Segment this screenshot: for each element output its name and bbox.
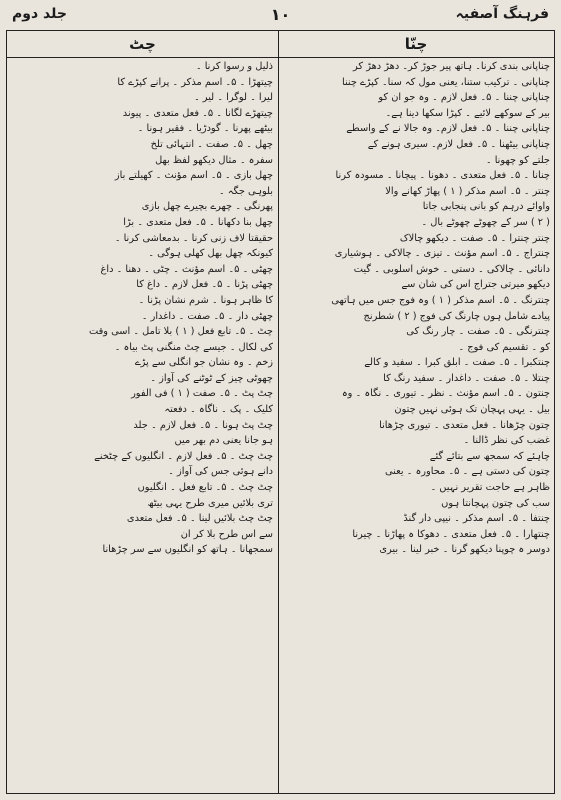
entry-line: چنتون ۔ ۵۔ اسم مؤنث ۔ نظر ۔ تیوری ۔ نگاہ ۔ وہ bbox=[341, 388, 550, 400]
entry-line: چناپانی بندی کرنا۔ ہاتھ پیر جوڑ کر۔ دھڑ دھڑ کر bbox=[353, 61, 550, 72]
entry-line: چٹ چٹ بلائیں لینا ۔ ۵۔ فعل متعدی bbox=[126, 513, 273, 525]
entry-line: چھل بنا دکھانا ۔ ۵۔ فعل متعدی ۔ بڑا bbox=[123, 216, 273, 228]
entry-line: چتون کی دستی ہے ۔ ۵۔ محاورہ ۔ یعنی bbox=[384, 466, 550, 478]
page-number: ۱۰ bbox=[270, 5, 291, 24]
entry-line: چھوٹی چیز کے ٹوٹنے کی آواز ۔ bbox=[150, 372, 273, 384]
entry-line: واوائے درہم کو بانی پنجابی جاتا bbox=[422, 201, 550, 213]
entry-line: دانے ہوئی جس کی آواز ۔ bbox=[168, 466, 273, 478]
entry-line: ہو جانا یعنی دم بھر میں bbox=[174, 435, 273, 447]
entry-line: کی لکال ۔ جیسے چٹ منگنی پٹ بیاہ ۔ bbox=[114, 341, 273, 353]
entry-line: چنتلا ۔ ۵۔ صفت ۔ داغدار ۔ سفید رنگ کا bbox=[383, 372, 550, 384]
entry-line: غضب کی نظر ڈالنا ۔ bbox=[463, 435, 550, 447]
entry-line: دیکھو میرتی جتراج اس کی شان سے bbox=[401, 279, 550, 291]
entry-line: چیتھڑا ۔ ۵۔ اسم مذکر ۔ پرانے کپڑے کا bbox=[117, 76, 273, 88]
entry-line: ( ۲ ) سر کے چھوٹے چھوٹے بال ۔ bbox=[421, 216, 550, 228]
entry-line: چھٹی دار ۔ ۵۔ صفت ۔ داغدار ۔ bbox=[141, 310, 273, 322]
right-column-heading: چنّا bbox=[278, 31, 554, 58]
entry-line: چناپانی ۔ ترکیب ستنا، یعنی مول کہ سنا۔ کپڑے چننا bbox=[341, 76, 550, 88]
entry-line: چنتر چنترا ۔ ۵۔ صفت ۔ دیکھو چالاک bbox=[399, 232, 550, 244]
entry-line: کا ظاہر ہونا ۔ شرم نشان پڑنا ۔ bbox=[138, 294, 273, 306]
entry-line: بلوہی جگہ ۔ bbox=[218, 185, 273, 197]
entry-line: دوسر ہ چوپنا دیکھو گرنا ۔ خبر لینا ۔ بیری bbox=[379, 544, 550, 556]
entry-line: لیرا ۔ لوگرا ۔ لیر ۔ bbox=[193, 92, 273, 104]
entry-line: چٹ ۔ ۵۔ تابع فعل ( ۱ ) بلا تامل ۔ اسی وقت bbox=[88, 326, 273, 338]
entry-line: سے اس طرح بلا کر ان bbox=[180, 528, 273, 540]
entry-line: بیر کے سوکھے لائیے ۔ کپڑا سکھا دینا ہے۔ bbox=[385, 107, 550, 119]
entry-line: چنتراج ۔ ۵۔ اسم مؤنث ۔ تیزی ۔ چالاکی ۔ ہوشیاری bbox=[334, 248, 550, 260]
entry-line: سمجھانا ۔ ہاتھ کو انگلیوں سے سر چڑھانا bbox=[102, 544, 273, 556]
entry-line: چٹ چٹ ۔ ۵۔ فعل لازم ۔ انگلیوں کے چٹخنے bbox=[94, 450, 273, 462]
entry-line: چھٹی پڑنا ۔ ۵۔ فعل لازم ۔ داغ کا bbox=[136, 279, 273, 291]
entry-line: دانائی ۔ چالاکی ۔ دستی ۔ خوش اسلوبی ۔ گیت bbox=[353, 263, 550, 275]
entry-line: چنترنگ ۔ ۵۔ اسم مذکر ( ۱ ) وہ فوج جس میں ہاتھی bbox=[331, 294, 550, 306]
column-divider bbox=[278, 31, 279, 793]
left-column-entries bbox=[11, 59, 273, 789]
entry-line: چٹ پٹ ہونا ۔ ۵۔ فعل لازم ۔ جلد bbox=[133, 419, 273, 431]
left-column-heading: چٹ bbox=[7, 31, 278, 58]
entry-line: چنتر ۔ ۵۔ اسم مذکر ( ۱ ) پھاڑ کھانے والا bbox=[385, 185, 550, 197]
entry-line: زخم ۔ وہ نشان جو انگلی سے پڑے bbox=[134, 357, 273, 369]
entry-line: جلتے کو چھونا ۔ bbox=[485, 154, 550, 166]
entry-line: تری بلائیں میری طرح یہی بیٹھ bbox=[147, 497, 273, 509]
entry-line: بیل ۔ یہی پہچان تک ہوئی نہیں چتون bbox=[394, 404, 550, 416]
entry-line: چاہئے کہ سمجھ سے بتائے گئے bbox=[429, 450, 550, 462]
entry-line: پھرنگی ۔ چھرے بچیرے چھل بازی bbox=[141, 201, 273, 213]
entry-line: سفرہ ۔ مثال دیکھو لفظ بھل bbox=[155, 154, 273, 166]
entry-line: چھٹی ۔ ۵۔ اسم مؤنث ۔ چٹی ۔ دھنا ۔ داغ bbox=[100, 263, 273, 275]
entry-line: چیتھڑے لگانا ۔ ۵۔ فعل متعدی ۔ پیوند bbox=[122, 107, 273, 119]
entry-line: چنانا ۔ ۵۔ فعل متعدی ۔ دھونا ۔ پیچانا ۔ مسودہ کرنا bbox=[335, 170, 550, 182]
entry-line: حقیقتا لاف زنی کرنا ۔ بدمعاشی کرنا ۔ bbox=[114, 232, 273, 244]
entry-line: چناپانی چننا ۔ ۵۔ فعل لازم ۔ وہ جو ان کو bbox=[378, 92, 550, 104]
entry-line: کو ۔ تقسیم کی فوج ۔ bbox=[458, 341, 550, 353]
entry-line: چناپانی بیٹھنا ۔ ۵۔ فعل لازم۔ سیری ہونے کے bbox=[367, 138, 550, 150]
entry-line: چٹ پٹ ۔ ۵۔ صفت ( ۱ ) فی الفور bbox=[131, 388, 273, 400]
entry-line: کلیک ۔ پک ۔ ناگاہ ۔ دفعتہ bbox=[164, 404, 273, 416]
entry-line: چنتفا ۔ ۵۔ اسم مذکر ۔ نیپی دار گنڈ bbox=[403, 513, 550, 525]
entry-line: چناپانی چننا ۔ ۵۔ فعل لازم۔ وہ جالا نے کے واسطے bbox=[346, 123, 550, 135]
entry-line: چٹ چٹ ۔ ۵۔ تابع فعل ۔ انگلیوں bbox=[137, 482, 273, 494]
entry-line: چتون چڑھانا ۔ فعل متعدی ۔ تیوری چڑھانا bbox=[379, 419, 550, 431]
entry-line: ظاہر ہے حاجت تقریر نہیں ۔ bbox=[430, 482, 550, 494]
entry-line: سب کی چتون پہچانتا ہوں bbox=[441, 497, 550, 509]
entry-line: چنترنگی ۔ ۵۔ صفت ۔ چار رنگ کی bbox=[406, 326, 550, 338]
entry-line: چھل ۔ ۵۔ صفت ۔ انتہائی تلخ bbox=[150, 138, 273, 150]
entry-line: کیونکہ چھل بھل کھلی ہوگی ۔ bbox=[148, 248, 273, 260]
volume-label: جلد دوم bbox=[12, 6, 67, 22]
entry-line: پیادے شامل ہوں چارنگ کی فوج ( ۲ ) شطرنج bbox=[363, 310, 550, 322]
page-frame bbox=[6, 30, 555, 794]
right-column-entries bbox=[282, 59, 550, 789]
entry-line: چنتکبرا ۔ ۵۔ صفت ۔ ابلق کبرا ۔ سفید و کالے bbox=[364, 357, 550, 369]
entry-line: ذلیل و رسوا کرنا ۔ bbox=[195, 61, 273, 72]
entry-line: بیٹھے پھرنا ۔ گودڑیا ۔ فقیر ہونا ۔ bbox=[137, 123, 273, 135]
entry-line: چھل بازی ۔ ۵۔ اسم مؤنث ۔ کھیلتے باز bbox=[114, 170, 273, 182]
book-title: فرہنگ آصفیہ bbox=[455, 6, 549, 22]
entry-line: چنتھارا ۔ ۵۔ فعل متعدی ۔ دھوکا ہ پھاڑنا ۔ چیرنا bbox=[352, 528, 550, 540]
page-header bbox=[8, 4, 553, 28]
